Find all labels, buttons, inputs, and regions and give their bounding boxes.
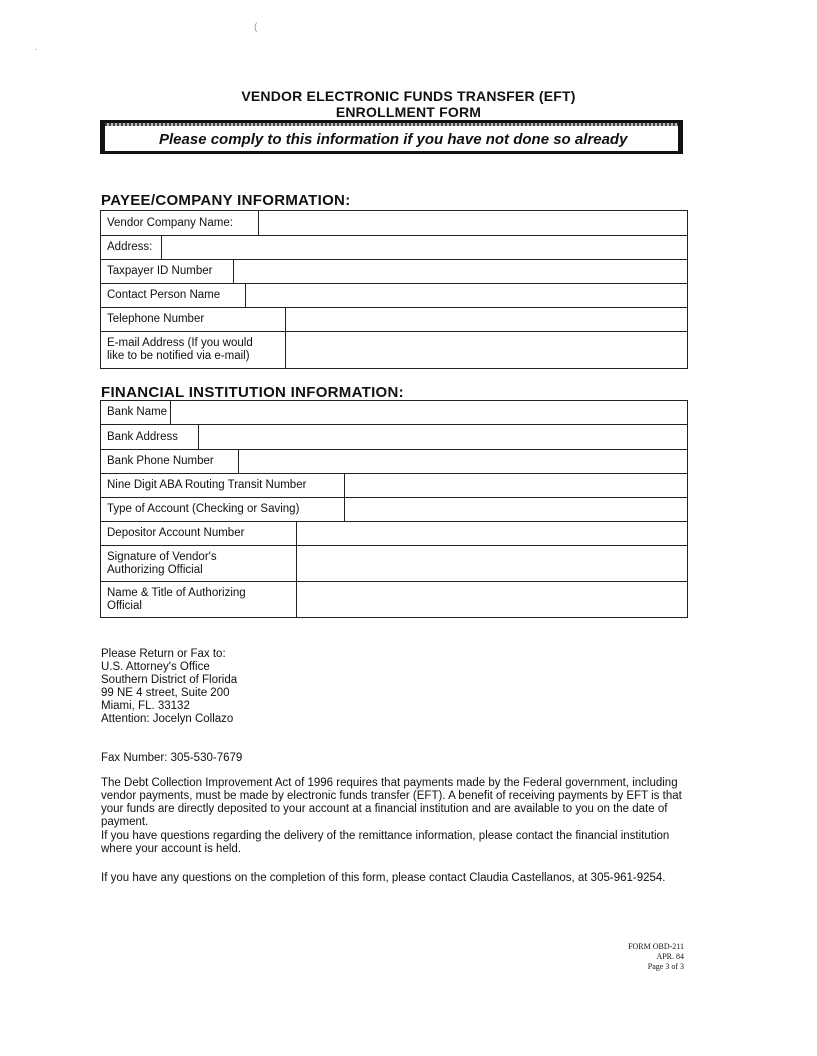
notice-banner <box>100 120 683 154</box>
notice-banner-text: Please comply to this information if you have not done so already <box>159 131 628 148</box>
field-label: Vendor Company Name: <box>107 216 233 229</box>
field-label: Contact Person Name <box>107 289 221 301</box>
form-row-account-type <box>101 498 687 522</box>
telephone-field[interactable] <box>287 309 686 330</box>
account-type-field[interactable] <box>346 499 686 520</box>
form-date: APR. 84 <box>656 952 684 961</box>
remittance-question-paragraph: If you have questions regarding the delivery of the remittance information, please contact the financial institution where your account is held. <box>101 830 670 855</box>
bank-address-field[interactable] <box>200 426 686 448</box>
form-title: VENDOR ELECTRONIC FUNDS TRANSFER (EFT) <box>241 88 576 104</box>
form-row-bank-phone <box>101 450 687 474</box>
form-row-email <box>101 332 687 369</box>
form-id: FORM OBD-211 <box>628 942 684 951</box>
field-label: Signature of Vendor's Authorizing Official <box>107 550 217 576</box>
field-label: Address: <box>107 241 153 253</box>
form-row-address <box>101 236 687 260</box>
form-row-account-number <box>101 522 687 546</box>
scan-speck: · <box>34 44 38 55</box>
form-row-contact-person <box>101 284 687 308</box>
contact-paragraph: If you have any questions on the completion of this form, please contact Claudia Castellanos, at 305-961-9254. <box>101 872 666 884</box>
field-label: Bank Address <box>107 430 178 443</box>
signature-field[interactable] <box>298 547 686 580</box>
field-label: Depositor Account Number <box>107 527 245 539</box>
form-row-routing-number <box>101 474 687 498</box>
scan-speck: ( <box>254 22 258 33</box>
official-name-title-field[interactable] <box>298 583 686 616</box>
return-district: Southern District of Florida <box>101 674 238 686</box>
form-row-signature <box>101 546 687 582</box>
form-row-telephone <box>101 308 687 332</box>
form-row-bank-name <box>101 401 687 425</box>
return-street: 99 NE 4 street, Suite 200 <box>101 687 230 699</box>
form-number-block <box>628 942 684 972</box>
vendor-company-name-field[interactable] <box>260 212 686 234</box>
return-attention: Attention: Jocelyn Collazo <box>101 713 234 725</box>
field-label: Taxpayer ID Number <box>107 265 213 277</box>
field-label: Telephone Number <box>107 313 205 325</box>
return-city: Miami, FL. 33132 <box>101 700 190 712</box>
email-field[interactable] <box>287 333 686 367</box>
field-label: E-mail Address (If you would like to be notified via e-mail) <box>107 337 253 362</box>
account-number-field[interactable] <box>298 523 686 544</box>
financial-section-heading: FINANCIAL INSTITUTION INFORMATION: <box>101 384 404 401</box>
return-instruction: Please Return or Fax to: <box>101 648 226 660</box>
form-row-bank-address <box>101 425 687 450</box>
form-row-official-name-title <box>101 582 687 618</box>
form-row-vendor-company-name <box>101 211 687 236</box>
return-office: U.S. Attorney's Office <box>101 661 210 673</box>
field-label: Name & Title of Authorizing Official <box>107 586 246 612</box>
return-address-block <box>101 648 237 726</box>
contact-person-field[interactable] <box>247 285 686 306</box>
bank-name-field[interactable] <box>172 402 686 423</box>
routing-number-field[interactable] <box>346 475 686 496</box>
payee-section-heading: PAYEE/COMPANY INFORMATION: <box>101 192 351 209</box>
form-row-taxpayer-id <box>101 260 687 284</box>
fax-number: Fax Number: 305-530-7679 <box>101 752 243 764</box>
field-label: Bank Name <box>107 406 168 418</box>
financial-info-table <box>100 400 688 618</box>
taxpayer-id-field[interactable] <box>235 261 686 282</box>
bank-phone-field[interactable] <box>240 451 686 472</box>
field-label: Type of Account (Checking or Saving) <box>107 503 300 515</box>
form-subtitle: ENROLLMENT FORM <box>335 104 482 120</box>
address-field[interactable] <box>163 237 686 258</box>
eft-requirement-paragraph: The Debt Collection Improvement Act of 1996 requires that payments made by the Federal government, including vendor payments, must be made by electronic funds transfer (EFT). A benefit of receiving payments by EFT is that your funds are directly deposited to your account at a financial institution and are available to you on the date of payment. <box>101 777 682 828</box>
field-label: Nine Digit ABA Routing Transit Number <box>107 479 307 491</box>
page-number: Page 3 of 3 <box>647 962 684 971</box>
payee-info-table <box>100 210 688 369</box>
field-label: Bank Phone Number <box>107 455 214 467</box>
